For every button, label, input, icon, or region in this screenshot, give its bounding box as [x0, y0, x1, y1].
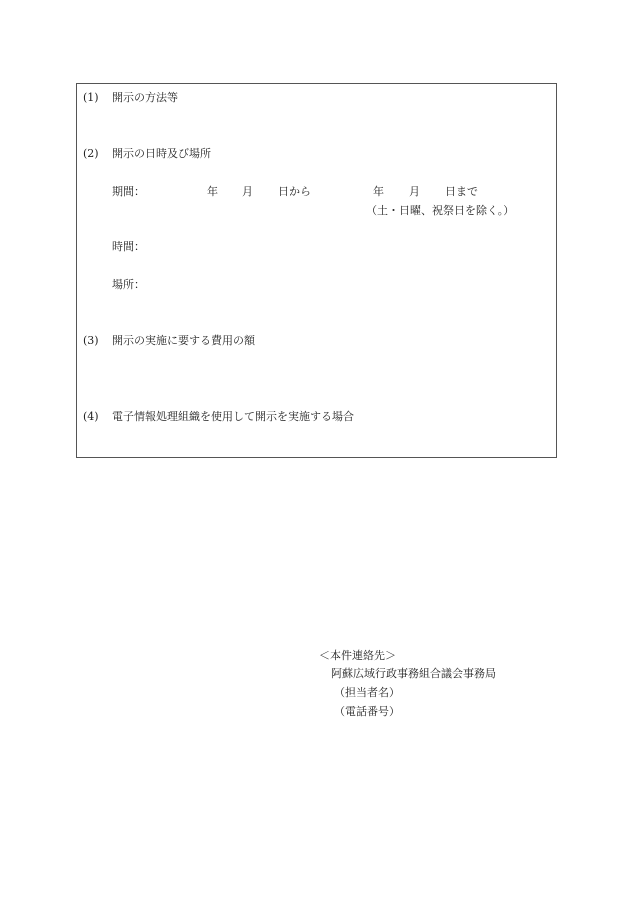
period-from-day: 日から — [278, 185, 311, 198]
section-1-number: (1) — [83, 91, 99, 104]
period-from-year: 年 — [207, 185, 218, 198]
place-label: 場所： — [112, 278, 145, 291]
contact-phone: （電話番号） — [334, 705, 400, 718]
section-3-title: 開示の実施に要する費用の額 — [112, 334, 255, 347]
period-to-year: 年 — [373, 185, 384, 198]
disclosure-details-box — [76, 83, 557, 458]
section-4-number: (4) — [83, 410, 99, 423]
period-note: （土・日曜、祝祭日を除く。） — [366, 204, 515, 217]
contact-heading: ＜本件連絡先＞ — [319, 649, 396, 662]
period-from-month: 月 — [242, 185, 253, 198]
period-to-day: 日まで — [445, 185, 478, 198]
period-label: 期間： — [112, 185, 145, 198]
time-label: 時間： — [112, 240, 145, 253]
section-1-title: 開示の方法等 — [112, 91, 178, 104]
section-2-title: 開示の日時及び場所 — [112, 147, 211, 160]
section-4-title: 電子情報処理組織を使用して開示を実施する場合 — [112, 410, 354, 423]
contact-person: （担当者名） — [334, 686, 400, 699]
section-3-number: (3) — [83, 334, 99, 347]
period-to-month: 月 — [409, 185, 420, 198]
section-2-number: (2) — [83, 147, 99, 160]
contact-office: 阿蘇広域行政事務組合議会事務局 — [331, 667, 496, 680]
